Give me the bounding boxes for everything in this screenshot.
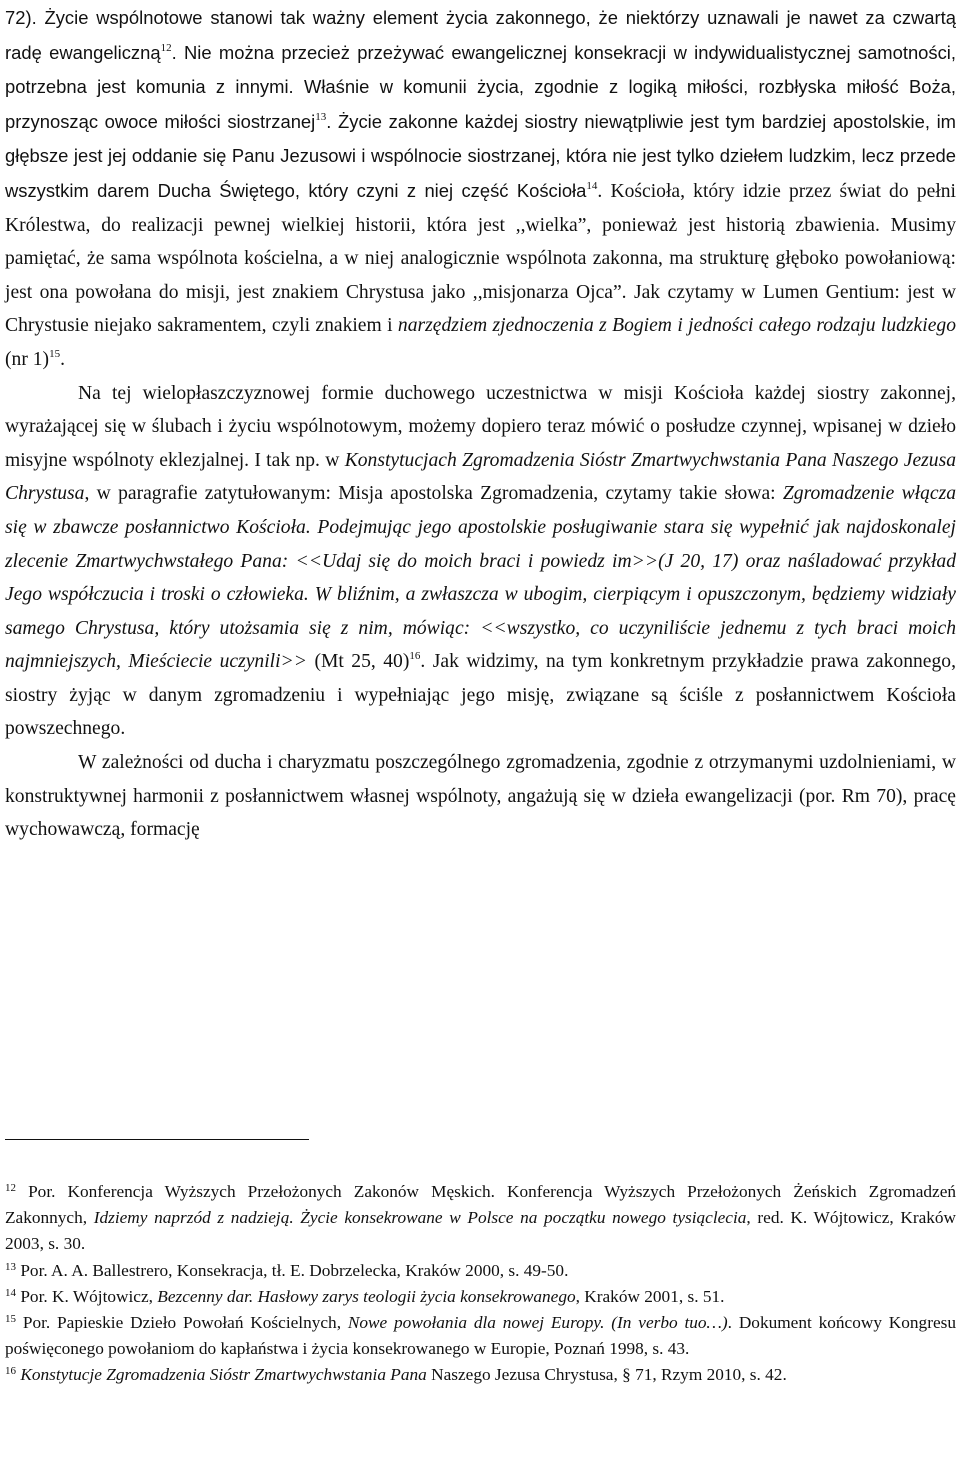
footnote-separator (5, 1139, 309, 1140)
text-run: , Kraków 2001, s. 51. (575, 1286, 725, 1306)
text-run: . Jak widzimy, na tym konkretnym przykładzie prawa zakonnego, siostry żyjąc w danym zgromadzeniu i wypełniając jego misję, związane są ściśle z posłannictwem Kościoła powszechnego. (5, 651, 956, 740)
italic-text: narzędziem zjednoczenia z Bogiem i jedności całego rodzaju ludzkiego (397, 315, 956, 337)
footnote-ref: 15 (49, 347, 61, 360)
text-run: W zależności od ducha i charyzmatu poszczególnego zgromadzenia, zgodnie z otrzymanymi uzdolnieniami, w konstruktywnej harmonii z posłannictwem własnej wspólnoty, angażują się w dzieła ewangelizacji (por. Rm 70), pracę wychowawczą, formację (5, 752, 956, 841)
text-run: . Dokument końcowy Kongresu poświęconego powołaniom do kapłaństwa i życia konsekrowanego w Europie, Poznań 1998, s. 43. (5, 1313, 956, 1359)
footnotes (5, 1179, 956, 1389)
paragraph (5, 377, 956, 747)
italic-text: Bezcenny dar. Hasłowy zarys teologii życia konsekrowanego (157, 1286, 576, 1306)
footnote-ref: 14 (5, 1286, 16, 1299)
paragraph (5, 1, 956, 377)
text-run: Por. Konferencja Wyższych Przełożonych Zakonów Męskich. Konferencja Wyższych Przełożonych Żeńskich Zgromadzeń Zakonnych, (5, 1182, 956, 1228)
text-run: . Życie zakonne każdej siostry niewątpliwie jest tym bardziej apostolskie, im głębsze jest jej oddanie się Panu Jezusowi i wspólnocie siostrzanej, która nie jest tylko dziełem ludzkim, lecz przede wszystkim darem Ducha Świętego, który czyni z niej część Kościoła (5, 110, 956, 201)
italic-text: Nowe powołania dla nowej Europy. (In verbo tuo…) (347, 1313, 728, 1333)
text-run: Na tej wielopłaszczyznowej formie duchowego uczestnictwa w misji Kościoła każdej siostry zakonnej, wyrażającej się w ślubach i życiu wspólnotowym, możemy dopiero teraz mówić o posłudze czynnej, wpisanej w dzieło misyjne wspólnoty eklezjalnej. I tak np. w (5, 382, 956, 471)
text-run: Por. A. A. Ballestrero, Konsekracja, tł. E. Dobrzelecka, Kraków 2000, s. 49-50. (16, 1260, 569, 1280)
footnote (5, 1362, 956, 1388)
footnote-ref: 15 (5, 1313, 16, 1326)
footnote (5, 1310, 956, 1362)
text-run: . Kościoła, który idzie przez świat do pełni Królestwa, do realizacji pewnej wielkiej historii, która jest ,,wielka”, ponieważ jest historią zbawienia. Musimy pamiętać, że sama wspólnota kościelna, a w niej analogicznie wspólnota zakonna, ma strukturę głęboko powołaniową: jest ona powołana do misji, jest znakiem Chrystusa jako ,,misjonarza Ojca”. Jak czytamy w Lumen Gentium: jest w Chrystusie niejako sakramentem, czyli znakiem i (5, 180, 956, 337)
text-run: Por. Papieskie Dzieło Powołań Kościelnych, (16, 1313, 348, 1333)
footnote-ref: 16 (409, 650, 421, 663)
main-text (5, 1, 956, 847)
footnote-ref: 12 (5, 1182, 16, 1194)
footnote-ref: 16 (5, 1365, 16, 1378)
text-run: . Nie można przecież przeżywać ewangelicznej konsekracji w indywidualistycznej samotności, potrzebna jest komunia z innymi. Właśnie w komunii życia, zgodnie z logiką miłości, rozbłyska miłość Boża, przynosząc owoce miłości siostrzanej (5, 41, 956, 132)
footnote (5, 1258, 956, 1284)
text-run: Por. K. Wójtowicz, (16, 1286, 158, 1306)
text-run: (Mt 25, 40) (306, 651, 410, 673)
text-run: . (60, 348, 65, 370)
text-run: , red. K. Wójtowicz, Kraków 2003, s. 30. (5, 1208, 957, 1254)
italic-text: Konstytucjach Zgromadzenia Sióstr Zmartwychwstania Pana Naszego Jezusa Chrystusa (5, 449, 956, 505)
text-run: Naszego Jezusa Chrystusa, § 71, Rzym 2010, s. 42. (426, 1365, 787, 1385)
document-page (0, 1, 960, 1473)
text-run: , w paragrafie zatytułowanym: Misja apostolska Zgromadzenia, czytamy takie słowa: (84, 483, 783, 505)
italic-text: Konstytucje Zgromadzenia Sióstr Zmartwychwstania Pana (20, 1365, 427, 1385)
footnote-ref: 13 (315, 110, 327, 123)
footnote (5, 1284, 956, 1310)
footnote-ref: 14 (586, 179, 598, 192)
text-run: 72). Życie wspólnotowe stanowi tak ważny element życia zakonnego, że niektórzy uznawali je nawet za czwartą radę ewangeliczną (5, 7, 956, 63)
italic-text: Zgromadzenie włącza się w zbawcze posłannictwo Kościoła. Podejmując jego apostolskie posługiwanie stara się wypełnić jak najdoskonalej zlecenie Zmartwychwstałego Pana: <<Udaj się do moich braci i powiedz im>>(J 20, 17) oraz naśladować przykład Jego współczucia i troski o człowieka. W bliźnim, a zwłaszcza w ubogim, cierpiącym i opuszczonym, będziemy widziały samego Chrystusa, który utożsamia się z nim, mówiąc: <<wszystko, co uczyniliście jednemu z tych braci moich najmniejszych, Mieściecie uczynili>> (5, 483, 956, 673)
footnote-ref: 13 (5, 1260, 16, 1273)
footnote (5, 1179, 956, 1258)
italic-text: Idziemy naprzód z nadzieją. Życie konsekrowane w Polsce na początku nowego tysiąclecia (93, 1208, 747, 1228)
paragraph (5, 746, 956, 847)
text-run: (nr 1) (5, 348, 50, 370)
footnote-ref: 12 (160, 41, 172, 54)
